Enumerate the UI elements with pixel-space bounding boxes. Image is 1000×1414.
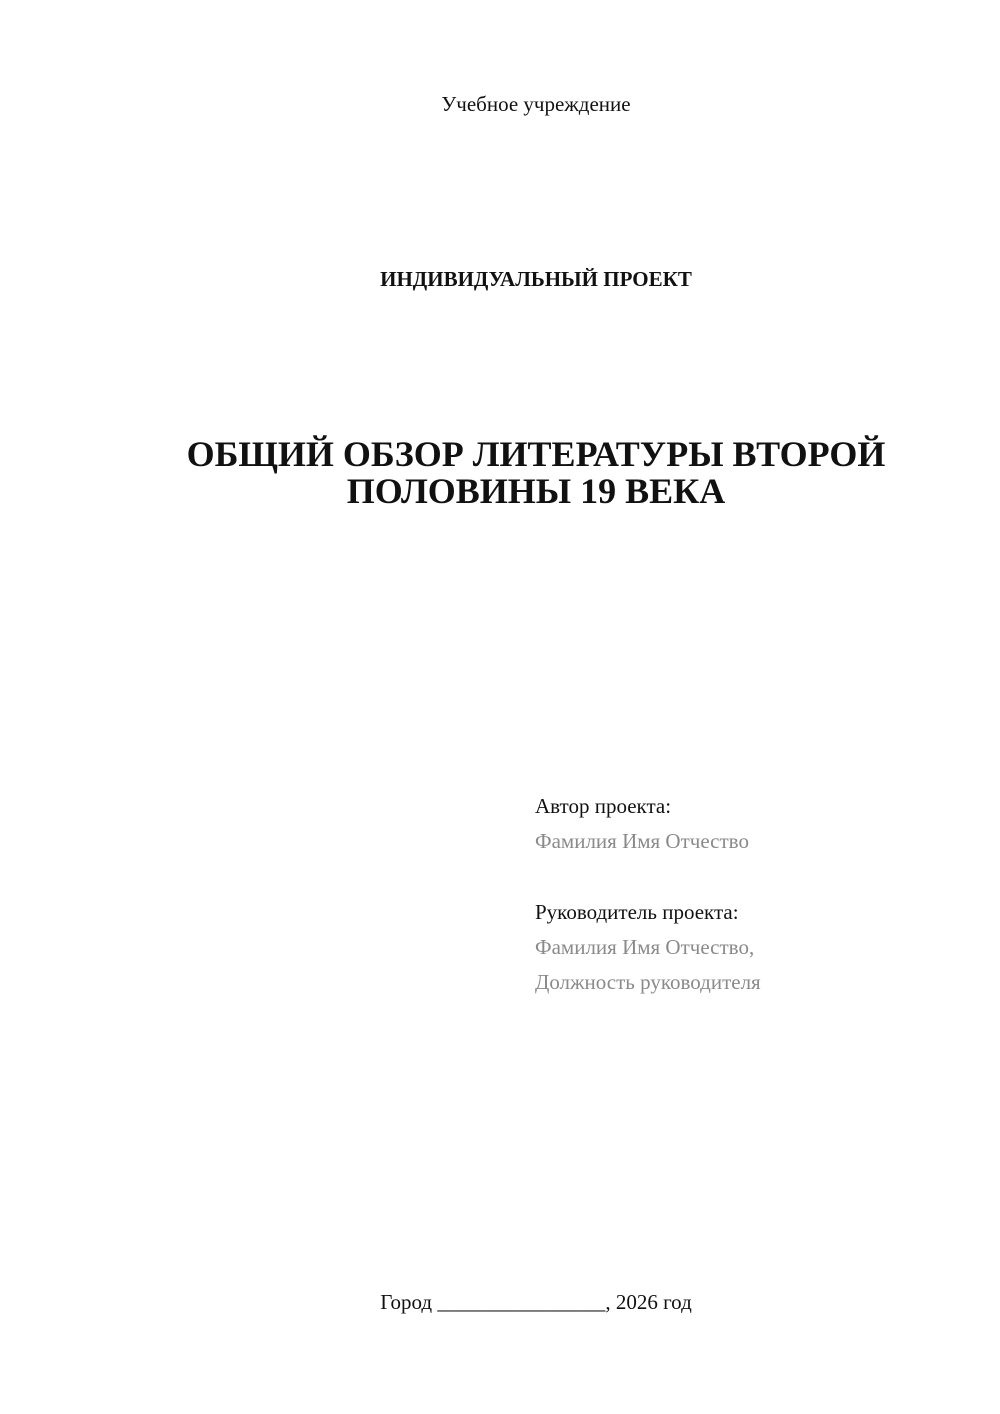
project-title-line-2: ПОЛОВИНЫ 19 ВЕКА — [346, 471, 726, 511]
institution-name: Учебное учреждение — [441, 92, 631, 116]
supervisor-label: Руководитель проекта: — [535, 900, 739, 924]
supervisor-name: Фамилия Имя Отчество, — [535, 935, 755, 959]
project-title — [0, 436, 1000, 510]
project-type-heading: ИНДИВИДУАЛЬНЫЙ ПРОЕКТ — [380, 267, 692, 291]
author-label: Автор проекта: — [535, 794, 672, 818]
credits-block — [535, 789, 761, 1000]
city-year-footer: Город ________________, 2026 год — [380, 1290, 692, 1314]
author-name: Фамилия Имя Отчество — [535, 829, 749, 853]
project-title-line-1: ОБЩИЙ ОБЗОР ЛИТЕРАТУРЫ ВТОРОЙ — [186, 434, 886, 474]
supervisor-position: Должность руководителя — [535, 970, 761, 994]
